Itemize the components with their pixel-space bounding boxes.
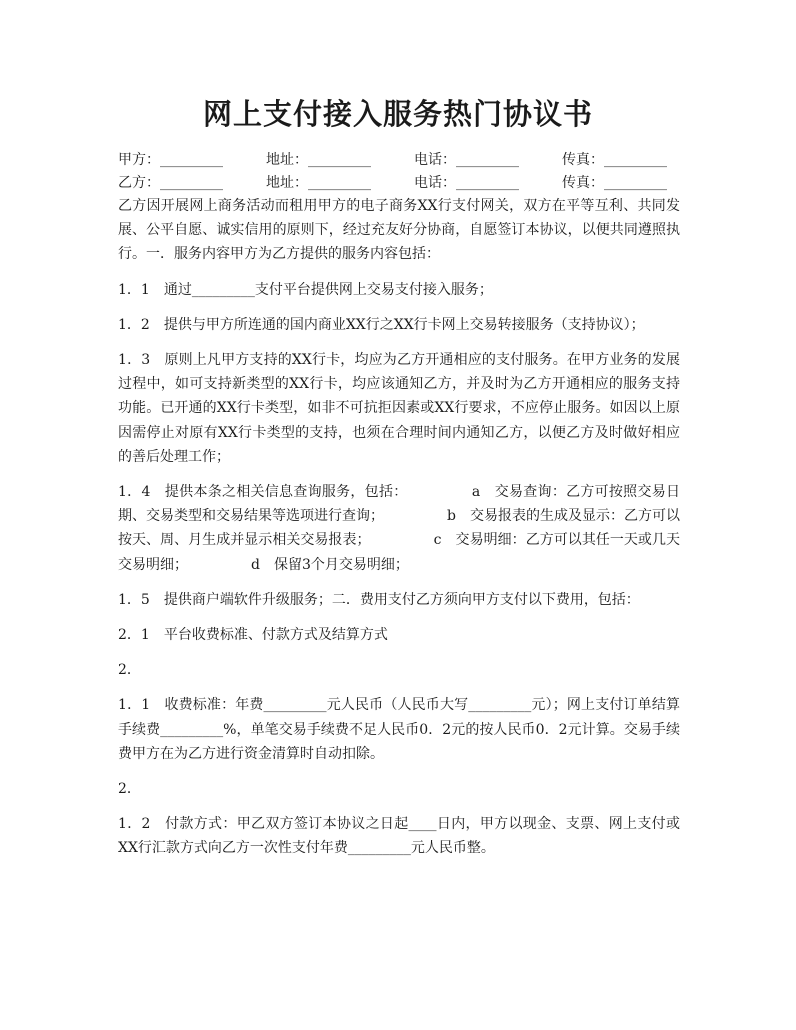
party-b-fax: 传真：_________ xyxy=(562,175,667,191)
party-b-address: 地址：_________ xyxy=(266,175,371,191)
party-b-row xyxy=(118,171,680,195)
intro-paragraph: 乙方因开展网上商务活动而租用甲方的电子商务XX行支付网关，双方在平等互利、共同发展、公平自愿、诚实信用的原则下，经过充友好分协商，自愿签订本协议，以便共同遵照执行。一．服务内容甲方为乙方提供的服务内容包括： xyxy=(118,198,680,263)
party-a-phone: 电话：_________ xyxy=(414,152,519,168)
party-a-row xyxy=(118,148,680,172)
clause-2-number-b: 2． xyxy=(118,781,141,798)
clause-1-3: 1．3 原则上凡甲方支持的XX行卡，均应为乙方开通相应的支付服务。在甲方业务的发展过程中，如可支持新类型的XX行卡，均应该通知乙方，并及时为乙方开通相应的服务支持功能。已开通的XX行卡类型，如非不可抗拒因素或XX行要求，不应停止服务。如因以上原因需停止对原有XX行卡类型的支持，也须在合理时间内通知乙方，以便乙方及时做好相应的善后处理工作； xyxy=(118,352,680,465)
party-a-name: 甲方：_________ xyxy=(118,152,223,168)
party-a-fax: 传真：_________ xyxy=(562,152,667,168)
document-title: 网上支付接入服务热门协议书 xyxy=(202,97,593,131)
clause-payment-method: 1．2 付款方式：甲乙双方签订本协议之日起____日内，甲方以现金、支票、网上支付或XX行汇款方式向乙方一次性支付年费_________元人民币整。 xyxy=(118,816,680,857)
party-b-phone: 电话：_________ xyxy=(414,175,519,191)
clause-1-5: 1．5 提供商户端软件升级服务；二．费用支付乙方须向甲方支付以下费用，包括： xyxy=(118,591,640,608)
party-a-address: 地址：_________ xyxy=(266,152,371,168)
party-b-name: 乙方：_________ xyxy=(118,175,223,191)
clause-1-1: 1．1 通过_________支付平台提供网上交易支付接入服务； xyxy=(118,281,493,298)
agreement-body xyxy=(118,194,680,872)
clause-1-2: 1．2 提供与甲方所连通的国内商业XX行之XX行卡网上交易转接服务（支持协议）； xyxy=(118,316,645,333)
clause-fee-standard: 1．1 收费标准：年费_________元人民币（人民币大写_________元）；网上支付订单结算手续费_________%，单笔交易手续费不足人民币0．2元的按人民币0．2元计算。交易手续费甲方在为乙方进行资金清算时自动扣除。 xyxy=(118,697,680,762)
clause-2-number: 2． xyxy=(118,662,141,679)
clause-1-4: 1．4 提供本条之相关信息查询服务，包括： a 交易查询：乙方可按照交易日期、交易类型和交易结果等选项进行查询； b 交易报表的生成及显示：乙方可以按天、周、月生成并显示相关交易报表； c 交易明细：乙方可以其任一天或几天交易明细； d 保留3个月交易明细； xyxy=(118,484,680,573)
clause-2-1: 2．1 平台收费标准、付款方式及结算方式 xyxy=(118,627,388,644)
